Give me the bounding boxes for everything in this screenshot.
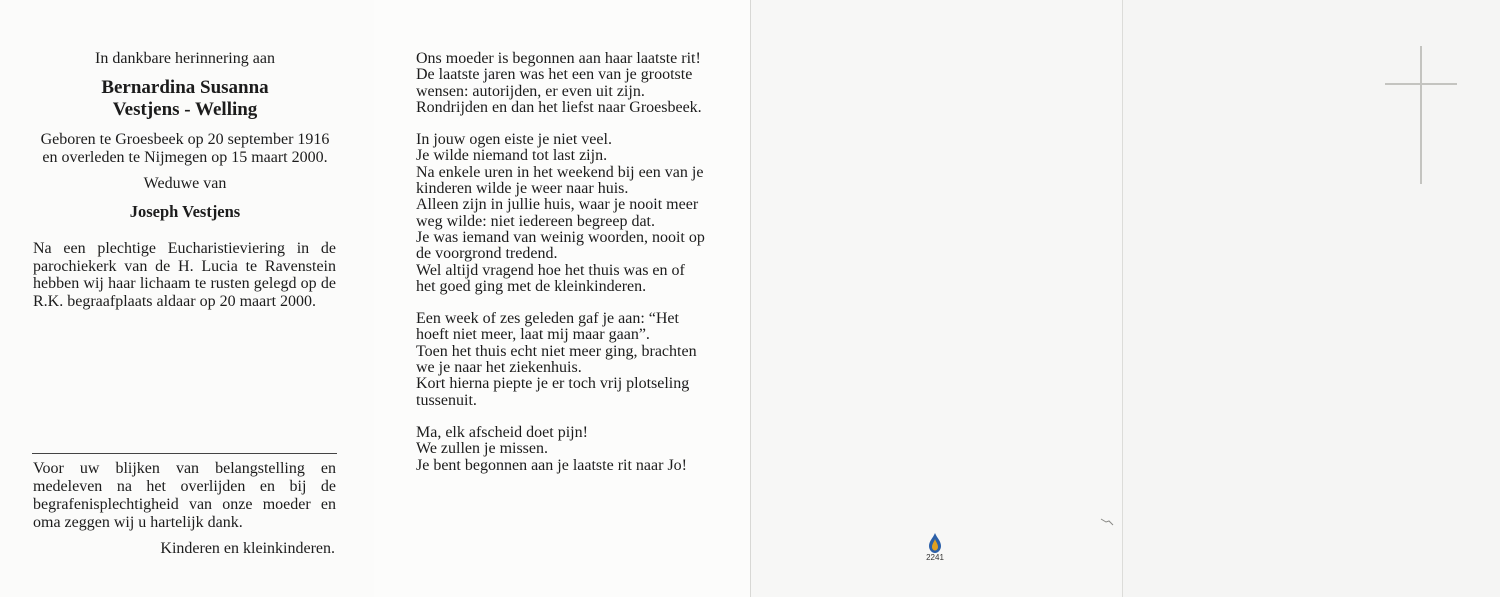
panel-back-left [750,0,1122,597]
poem-line: we je naar het ziekenhuis. [416,359,582,377]
paper-speck [1100,518,1114,526]
death-line: en overleden te Nijmegen op 15 maart 2000. [42,149,328,166]
poem-line: Kort hierna piepte je er toch vrij plotseling [416,375,690,393]
cross-icon [1385,46,1457,184]
cross-horizontal-bar [1385,83,1457,85]
poem-line: weg wilde: niet iedereen begreep dat. [416,212,655,230]
poem-line: wensen: autorijden, er even uit zijn. [416,82,645,100]
poem-line: We zullen je missen. [416,440,549,458]
poem-line: Je was iemand van weinig woorden, nooit op [416,228,705,246]
poem-line: In jouw ogen eiste je niet veel. [416,131,612,149]
poem-line: Wel altijd vragend hoe het thuis was en of [416,261,685,279]
poem-line: tussenuit. [416,391,477,409]
poem-line: Ma, elk afscheid doet pijn! [416,423,588,441]
fold-line [750,0,751,597]
poem-line: hoeft niet meer, laat mij maar gaan”. [416,326,650,344]
widow-label: Weduwe van [143,175,227,192]
thanks-paragraph: Voor uw blijken van belangstelling en medeleven na het overlijden en bij de begrafenisplechtigheid van onze moeder en oma zeggen wij u hartelijk dank. [33,460,336,531]
flame-drop-icon [928,533,942,553]
poem-stanza [416,132,721,295]
birth-line: Geboren te Groesbeek op 20 september 1916 [40,131,330,148]
spouse-name: Joseph Vestjens [129,202,241,221]
name-line: Bernardina Susanna [101,77,269,98]
poem [416,51,721,490]
poem-stanza [416,425,721,474]
poem-stanza [416,51,721,116]
life-dates [30,131,340,167]
poem-line: De laatste jaren was het een van je grootste [416,66,693,84]
poem-line: Alleen zijn in jullie huis, waar je nooit meer [416,196,699,214]
poem-line: Toen het thuis echt niet meer ging, brachten [416,342,697,360]
deceased-name [40,77,330,121]
signature: Kinderen en kleinkinderen. [160,540,335,557]
printer-logo [924,533,946,573]
printer-code: 2241 [926,553,944,562]
poem-line: Je bent begonnen aan je laatste rit naar Jo! [416,456,687,474]
fold-line [1122,0,1123,597]
divider [32,453,337,454]
poem-line: kinderen wilde je weer naar huis. [416,180,629,198]
poem-stanza [416,311,721,409]
poem-line: het goed ging met de kleinkinderen. [416,277,647,295]
cross-vertical-bar [1420,46,1422,184]
poem-line: Je wilde niemand tot last zijn. [416,147,608,165]
poem-line: de voorgrond tredend. [416,245,558,263]
funeral-paragraph: Na een plechtige Eucharistieviering in de parochiekerk van de H. Lucia te Ravenstein hebben wij haar lichaam te rusten gelegd op de R.K. begraafplaats aldaar op 20 maart 2000. [33,240,336,310]
intro-text: In dankbare herinnering aan [95,50,275,67]
poem-line: Ons moeder is begonnen aan haar laatste rit! [416,50,701,67]
poem-line: Rondrijden en dan het liefst naar Groesbeek. [416,98,702,116]
poem-line: Een week of zes geleden gaf je aan: “Het [416,310,679,328]
name-line: Vestjens - Welling [112,99,258,120]
poem-line: Na enkele uren in het weekend bij een van je [416,163,704,181]
